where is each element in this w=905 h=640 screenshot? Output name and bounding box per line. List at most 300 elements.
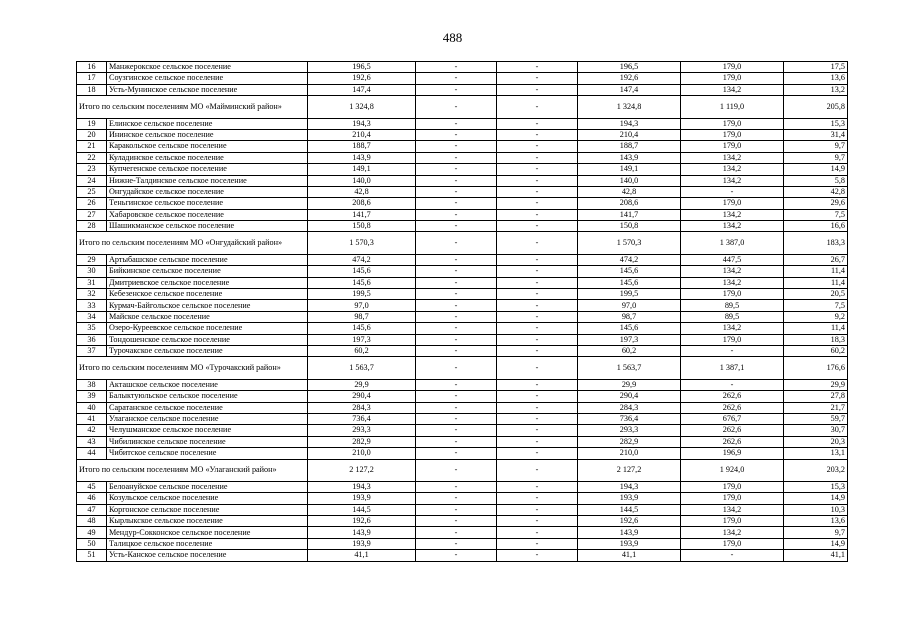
table-row — [77, 198, 848, 209]
value-cell: 192,6 — [578, 516, 681, 527]
value-cell: - — [497, 425, 578, 436]
row-number-cell: 40 — [77, 402, 107, 413]
row-number-cell: 34 — [77, 311, 107, 322]
settlement-name-cell: Турочакское сельское поселение — [107, 345, 308, 356]
settlement-name-cell: Челушманское сельское поселение — [107, 425, 308, 436]
settlement-name-cell: Нижне-Талдинское сельское поселение — [107, 175, 308, 186]
value-cell: 20,5 — [784, 289, 848, 300]
value-cell: - — [497, 516, 578, 527]
value-cell: 27,8 — [784, 391, 848, 402]
value-cell: - — [416, 300, 497, 311]
settlement-name-cell: Каракольское сельское поселение — [107, 141, 308, 152]
value-cell: 134,2 — [681, 84, 784, 95]
value-cell: 141,7 — [578, 209, 681, 220]
value-cell: - — [416, 516, 497, 527]
value-cell: 59,7 — [784, 413, 848, 424]
value-cell: - — [416, 129, 497, 140]
row-number-cell: 48 — [77, 516, 107, 527]
row-number-cell: 29 — [77, 254, 107, 265]
value-cell: - — [681, 345, 784, 356]
value-cell: 97,0 — [308, 300, 416, 311]
table-row — [77, 413, 848, 424]
settlement-name-cell: Улаганское сельское поселение — [107, 413, 308, 424]
row-number-cell: 26 — [77, 198, 107, 209]
value-cell: 145,6 — [308, 277, 416, 288]
value-cell: 149,1 — [578, 164, 681, 175]
value-cell: 134,2 — [681, 527, 784, 538]
settlement-name-cell: Усть-Мунинское сельское поселение — [107, 84, 308, 95]
value-cell: - — [497, 504, 578, 515]
value-cell: - — [416, 266, 497, 277]
table-row — [77, 538, 848, 549]
value-cell: - — [416, 459, 497, 481]
value-cell: - — [416, 538, 497, 549]
value-cell: 1 387,0 — [681, 232, 784, 254]
value-cell: 7,5 — [784, 209, 848, 220]
value-cell: - — [416, 198, 497, 209]
value-cell: 197,3 — [578, 334, 681, 345]
value-cell: 140,0 — [578, 175, 681, 186]
value-cell: - — [416, 481, 497, 492]
value-cell: 474,2 — [578, 254, 681, 265]
value-cell: 284,3 — [578, 402, 681, 413]
value-cell: 290,4 — [308, 391, 416, 402]
settlement-name-cell: Кырлыкское сельское поселение — [107, 516, 308, 527]
table-row — [77, 73, 848, 84]
value-cell: - — [416, 493, 497, 504]
table-row — [77, 481, 848, 492]
value-cell: 676,7 — [681, 413, 784, 424]
table-row — [77, 277, 848, 288]
settlement-name-cell: Мендур-Сокконское сельское поселение — [107, 527, 308, 538]
value-cell: 98,7 — [578, 311, 681, 322]
row-number-cell: 16 — [77, 62, 107, 73]
value-cell: 145,6 — [308, 323, 416, 334]
value-cell: 134,2 — [681, 323, 784, 334]
value-cell: - — [416, 550, 497, 561]
value-cell: 13,2 — [784, 84, 848, 95]
value-cell: 203,2 — [784, 459, 848, 481]
value-cell: 196,5 — [578, 62, 681, 73]
value-cell: - — [416, 311, 497, 322]
value-cell: 262,6 — [681, 391, 784, 402]
settlement-name-cell: Белоануйское сельское поселение — [107, 481, 308, 492]
value-cell: 196,5 — [308, 62, 416, 73]
value-cell: 736,4 — [578, 413, 681, 424]
row-number-cell: 22 — [77, 152, 107, 163]
value-cell: - — [416, 164, 497, 175]
value-cell: - — [416, 209, 497, 220]
value-cell: 16,6 — [784, 221, 848, 232]
settlement-name-cell: Куладинское сельское поселение — [107, 152, 308, 163]
value-cell: 736,4 — [308, 413, 416, 424]
value-cell: 192,6 — [308, 516, 416, 527]
settlement-name-cell: Саратанское сельское поселение — [107, 402, 308, 413]
table-row — [77, 118, 848, 129]
row-number-cell: 20 — [77, 129, 107, 140]
value-cell: - — [497, 175, 578, 186]
value-cell: 193,9 — [578, 493, 681, 504]
value-cell: - — [497, 266, 578, 277]
total-row — [77, 357, 848, 379]
value-cell: 193,9 — [308, 493, 416, 504]
budget-table — [76, 61, 848, 562]
row-number-cell: 47 — [77, 504, 107, 515]
value-cell: 15,3 — [784, 118, 848, 129]
value-cell: 41,1 — [578, 550, 681, 561]
value-cell: 9,7 — [784, 152, 848, 163]
value-cell: - — [416, 391, 497, 402]
settlement-name-cell: Теньгинское сельское поселение — [107, 198, 308, 209]
value-cell: 176,6 — [784, 357, 848, 379]
value-cell: 10,3 — [784, 504, 848, 515]
settlement-name-cell: Озеро-Куреевское сельское поселение — [107, 323, 308, 334]
value-cell: 147,4 — [578, 84, 681, 95]
value-cell: 29,9 — [308, 379, 416, 390]
table-row — [77, 300, 848, 311]
value-cell: - — [497, 448, 578, 459]
value-cell: 205,8 — [784, 96, 848, 118]
value-cell: - — [416, 175, 497, 186]
value-cell: 210,0 — [308, 448, 416, 459]
table-body — [77, 62, 848, 562]
total-label-cell: Итого по сельским поселениям МО «Турочакский район» — [77, 357, 308, 379]
row-number-cell: 36 — [77, 334, 107, 345]
settlement-name-cell: Балыктуюльское сельское поселение — [107, 391, 308, 402]
table-row — [77, 516, 848, 527]
value-cell: - — [416, 345, 497, 356]
table-row — [77, 436, 848, 447]
value-cell: 179,0 — [681, 289, 784, 300]
value-cell: - — [416, 84, 497, 95]
value-cell: 144,5 — [578, 504, 681, 515]
value-cell: 143,9 — [578, 152, 681, 163]
value-cell: 13,6 — [784, 516, 848, 527]
value-cell: - — [497, 413, 578, 424]
value-cell: 26,7 — [784, 254, 848, 265]
total-row — [77, 96, 848, 118]
value-cell: - — [416, 413, 497, 424]
value-cell: 194,3 — [578, 118, 681, 129]
value-cell: - — [497, 62, 578, 73]
settlement-name-cell: Усть-Канское сельское поселение — [107, 550, 308, 561]
value-cell: 262,6 — [681, 436, 784, 447]
value-cell: - — [416, 96, 497, 118]
settlement-name-cell: Майское сельское поселение — [107, 311, 308, 322]
value-cell: - — [497, 164, 578, 175]
table-row — [77, 504, 848, 515]
value-cell: - — [416, 504, 497, 515]
value-cell: 179,0 — [681, 129, 784, 140]
value-cell: 60,2 — [578, 345, 681, 356]
value-cell: 30,7 — [784, 425, 848, 436]
value-cell: 145,6 — [578, 323, 681, 334]
value-cell: - — [497, 345, 578, 356]
table-row — [77, 152, 848, 163]
value-cell: - — [497, 459, 578, 481]
table-row — [77, 129, 848, 140]
value-cell: 145,6 — [308, 266, 416, 277]
settlement-name-cell: Купчегенское сельское поселение — [107, 164, 308, 175]
value-cell: - — [416, 221, 497, 232]
value-cell: 14,9 — [784, 538, 848, 549]
value-cell: - — [681, 186, 784, 197]
table-row — [77, 221, 848, 232]
value-cell: 210,4 — [578, 129, 681, 140]
value-cell: 179,0 — [681, 62, 784, 73]
value-cell: 179,0 — [681, 118, 784, 129]
value-cell: 141,7 — [308, 209, 416, 220]
value-cell: - — [416, 118, 497, 129]
value-cell: 29,9 — [578, 379, 681, 390]
table-row — [77, 527, 848, 538]
value-cell: 11,4 — [784, 277, 848, 288]
value-cell: - — [416, 425, 497, 436]
value-cell: 199,5 — [308, 289, 416, 300]
total-row — [77, 232, 848, 254]
value-cell: 1 563,7 — [308, 357, 416, 379]
value-cell: - — [497, 436, 578, 447]
value-cell: - — [416, 402, 497, 413]
value-cell: 9,7 — [784, 527, 848, 538]
value-cell: - — [416, 448, 497, 459]
value-cell: 179,0 — [681, 538, 784, 549]
value-cell: 41,1 — [784, 550, 848, 561]
value-cell: - — [416, 186, 497, 197]
value-cell: 11,4 — [784, 266, 848, 277]
row-number-cell: 35 — [77, 323, 107, 334]
value-cell: 293,3 — [308, 425, 416, 436]
value-cell: - — [497, 209, 578, 220]
value-cell: - — [497, 323, 578, 334]
value-cell: 188,7 — [308, 141, 416, 152]
value-cell: - — [497, 198, 578, 209]
table-row — [77, 254, 848, 265]
value-cell: - — [416, 289, 497, 300]
value-cell: - — [416, 152, 497, 163]
value-cell: 145,6 — [578, 277, 681, 288]
table-row — [77, 175, 848, 186]
value-cell: 143,9 — [578, 527, 681, 538]
value-cell: 97,0 — [578, 300, 681, 311]
value-cell: 179,0 — [681, 141, 784, 152]
value-cell: 134,2 — [681, 266, 784, 277]
row-number-cell: 51 — [77, 550, 107, 561]
row-number-cell: 44 — [77, 448, 107, 459]
value-cell: 183,3 — [784, 232, 848, 254]
table-row — [77, 391, 848, 402]
value-cell: 193,9 — [308, 538, 416, 549]
settlement-name-cell: Талицкое сельское поселение — [107, 538, 308, 549]
total-label-cell: Итого по сельским поселениям МО «Улаганский район» — [77, 459, 308, 481]
value-cell: - — [416, 527, 497, 538]
value-cell: 149,1 — [308, 164, 416, 175]
row-number-cell: 30 — [77, 266, 107, 277]
value-cell: 179,0 — [681, 493, 784, 504]
value-cell: 447,5 — [681, 254, 784, 265]
row-number-cell: 43 — [77, 436, 107, 447]
value-cell: 179,0 — [681, 73, 784, 84]
row-number-cell: 49 — [77, 527, 107, 538]
row-number-cell: 33 — [77, 300, 107, 311]
table-row — [77, 266, 848, 277]
value-cell: - — [497, 152, 578, 163]
settlement-name-cell: Акташское сельское поселение — [107, 379, 308, 390]
value-cell: 1 324,8 — [308, 96, 416, 118]
page-number: 488 — [442, 30, 463, 45]
value-cell: 42,8 — [578, 186, 681, 197]
value-cell: 145,6 — [578, 266, 681, 277]
table-row — [77, 141, 848, 152]
value-cell: 208,6 — [578, 198, 681, 209]
value-cell: 29,6 — [784, 198, 848, 209]
value-cell: 134,2 — [681, 164, 784, 175]
value-cell: - — [497, 141, 578, 152]
value-cell: 14,9 — [784, 493, 848, 504]
settlement-name-cell: Дмитриевское сельское поселение — [107, 277, 308, 288]
value-cell: 147,4 — [308, 84, 416, 95]
value-cell: 5,8 — [784, 175, 848, 186]
value-cell: 42,8 — [784, 186, 848, 197]
settlement-name-cell: Соузгинское сельское поселение — [107, 73, 308, 84]
value-cell: - — [497, 73, 578, 84]
table-row — [77, 550, 848, 561]
table-row — [77, 186, 848, 197]
value-cell: 140,0 — [308, 175, 416, 186]
row-number-cell: 23 — [77, 164, 107, 175]
value-cell: 474,2 — [308, 254, 416, 265]
value-cell: - — [681, 379, 784, 390]
table-row — [77, 289, 848, 300]
value-cell: 179,0 — [681, 198, 784, 209]
value-cell: - — [497, 493, 578, 504]
value-cell: 134,2 — [681, 209, 784, 220]
table-row — [77, 448, 848, 459]
value-cell: - — [497, 538, 578, 549]
value-cell: 179,0 — [681, 516, 784, 527]
value-cell: 89,5 — [681, 311, 784, 322]
value-cell: - — [497, 186, 578, 197]
row-number-cell: 42 — [77, 425, 107, 436]
total-label-cell: Итого по сельским поселениям МО «Майминский район» — [77, 96, 308, 118]
value-cell: - — [497, 232, 578, 254]
value-cell: - — [497, 357, 578, 379]
table-row — [77, 311, 848, 322]
value-cell: 31,4 — [784, 129, 848, 140]
value-cell: - — [497, 96, 578, 118]
settlement-name-cell: Чибилинское сельское поселение — [107, 436, 308, 447]
value-cell: 1 570,3 — [308, 232, 416, 254]
value-cell: - — [497, 221, 578, 232]
value-cell: 89,5 — [681, 300, 784, 311]
value-cell: 196,9 — [681, 448, 784, 459]
value-cell: 13,6 — [784, 73, 848, 84]
value-cell: 17,5 — [784, 62, 848, 73]
row-number-cell: 24 — [77, 175, 107, 186]
row-number-cell: 45 — [77, 481, 107, 492]
value-cell: - — [416, 73, 497, 84]
value-cell: - — [416, 436, 497, 447]
value-cell: 14,9 — [784, 164, 848, 175]
value-cell: 13,1 — [784, 448, 848, 459]
table-row — [77, 402, 848, 413]
value-cell: 1 563,7 — [578, 357, 681, 379]
table-row — [77, 493, 848, 504]
value-cell: 192,6 — [308, 73, 416, 84]
row-number-cell: 19 — [77, 118, 107, 129]
settlement-name-cell: Курмач-Байгольское сельское поселение — [107, 300, 308, 311]
table-row — [77, 84, 848, 95]
value-cell: 143,9 — [308, 527, 416, 538]
value-cell: 9,7 — [784, 141, 848, 152]
value-cell: - — [497, 550, 578, 561]
value-cell: 20,3 — [784, 436, 848, 447]
value-cell: - — [497, 254, 578, 265]
value-cell: - — [497, 300, 578, 311]
value-cell: 134,2 — [681, 504, 784, 515]
value-cell: 194,3 — [308, 481, 416, 492]
total-row — [77, 459, 848, 481]
value-cell: - — [416, 334, 497, 345]
row-number-cell: 37 — [77, 345, 107, 356]
value-cell: 179,0 — [681, 334, 784, 345]
table-row — [77, 379, 848, 390]
row-number-cell: 17 — [77, 73, 107, 84]
settlement-name-cell: Манжерокское сельское поселение — [107, 62, 308, 73]
value-cell: 18,3 — [784, 334, 848, 345]
row-number-cell: 31 — [77, 277, 107, 288]
value-cell: 210,0 — [578, 448, 681, 459]
value-cell: 210,4 — [308, 129, 416, 140]
value-cell: 179,0 — [681, 481, 784, 492]
value-cell: 1 324,8 — [578, 96, 681, 118]
value-cell: - — [497, 334, 578, 345]
value-cell: 134,2 — [681, 152, 784, 163]
row-number-cell: 39 — [77, 391, 107, 402]
value-cell: 193,9 — [578, 538, 681, 549]
value-cell: - — [416, 277, 497, 288]
value-cell: - — [497, 84, 578, 95]
value-cell: - — [497, 311, 578, 322]
settlement-name-cell: Хабаровское сельское поселение — [107, 209, 308, 220]
value-cell: - — [497, 118, 578, 129]
table-row — [77, 334, 848, 345]
row-number-cell: 38 — [77, 379, 107, 390]
value-cell: 9,2 — [784, 311, 848, 322]
value-cell: 188,7 — [578, 141, 681, 152]
value-cell: 143,9 — [308, 152, 416, 163]
value-cell: 282,9 — [308, 436, 416, 447]
table-row — [77, 164, 848, 175]
value-cell: 42,8 — [308, 186, 416, 197]
settlement-name-cell: Артыбашское сельское поселение — [107, 254, 308, 265]
value-cell: - — [497, 129, 578, 140]
value-cell: 11,4 — [784, 323, 848, 334]
value-cell: 199,5 — [578, 289, 681, 300]
value-cell: - — [681, 550, 784, 561]
settlement-name-cell: Коргонское сельское поселение — [107, 504, 308, 515]
value-cell: 1 387,1 — [681, 357, 784, 379]
value-cell: 2 127,2 — [578, 459, 681, 481]
total-label-cell: Итого по сельским поселениям МО «Онгудайский район» — [77, 232, 308, 254]
value-cell: - — [497, 277, 578, 288]
row-number-cell: 25 — [77, 186, 107, 197]
row-number-cell: 32 — [77, 289, 107, 300]
value-cell: - — [497, 289, 578, 300]
value-cell: 41,1 — [308, 550, 416, 561]
value-cell: 2 127,2 — [308, 459, 416, 481]
row-number-cell: 50 — [77, 538, 107, 549]
